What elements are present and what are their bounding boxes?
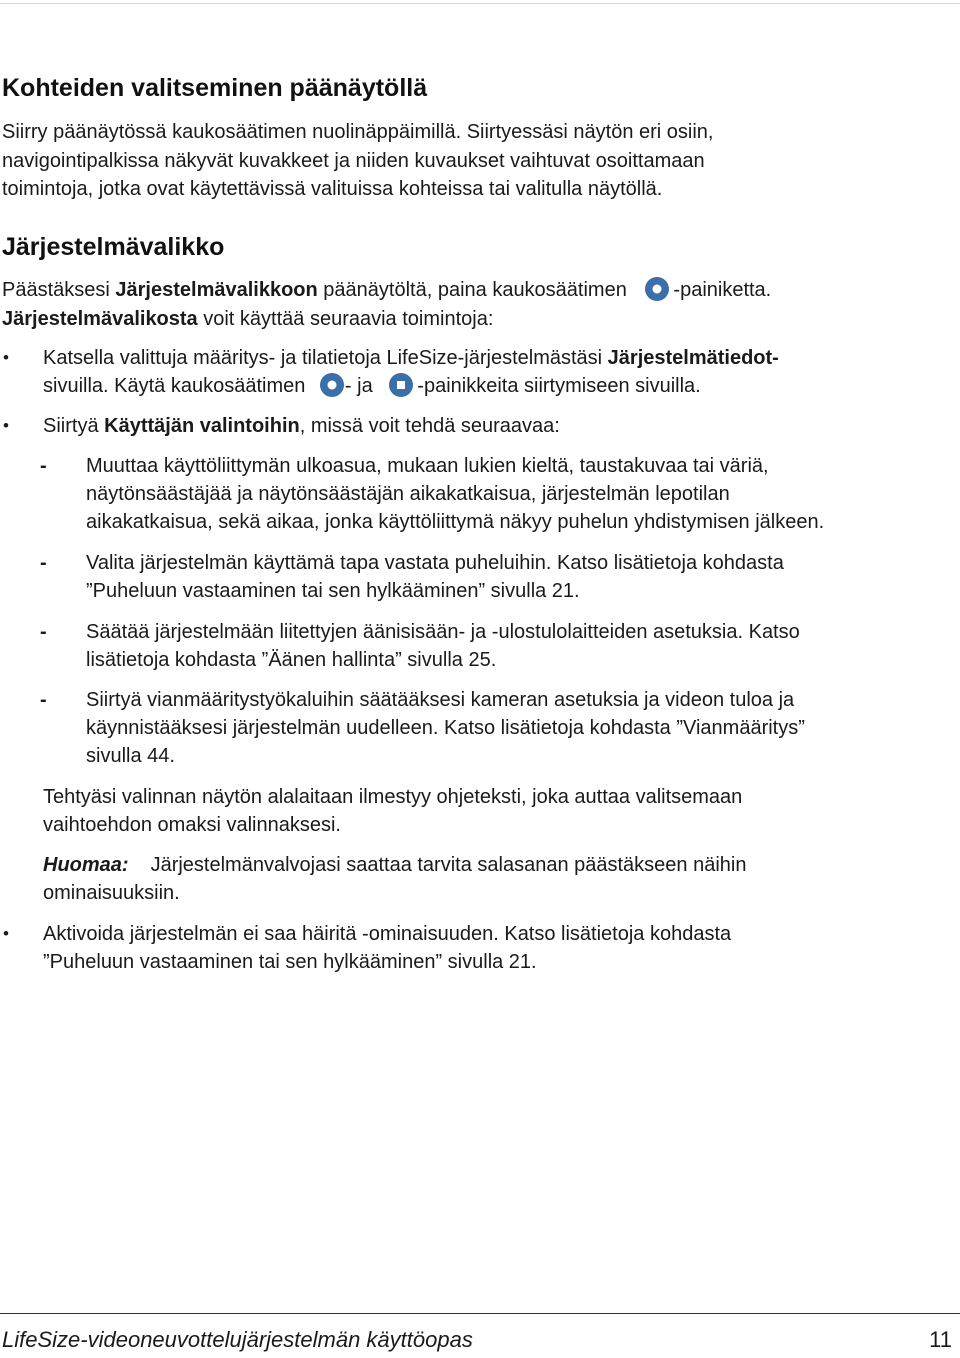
intro-text: voit käyttää seuraavia toimintoja: bbox=[197, 308, 494, 330]
note-line bbox=[43, 851, 747, 879]
bullet1-line-1 bbox=[43, 344, 779, 372]
dash-marker: - bbox=[40, 552, 47, 574]
note-line: ominaisuuksiin. bbox=[43, 882, 180, 904]
intro-text: -painiketta. bbox=[673, 279, 772, 301]
followup-line: Tehtyäsi valinnan näytön alalaitaan ilmestyy ohjeteksti, joka auttaa valitsemaan bbox=[43, 786, 743, 808]
intro-bold-term: Järjestelmävalikkoon bbox=[115, 279, 318, 301]
dash4-line: Siirtyä vianmääritystyökaluihin säätääksesi kameran asetuksia ja videon tuloa ja bbox=[86, 689, 795, 711]
dash-marker: - bbox=[40, 689, 47, 711]
bullet-text: -painikkeita siirtymiseen sivuilla. bbox=[417, 375, 701, 397]
intro-bold-term: Järjestelmävalikosta bbox=[2, 308, 198, 330]
intro-line-2 bbox=[2, 305, 493, 333]
dash3-line: Säätää järjestelmään liitettyjen äänisisään- ja -ulostulolaitteiden asetuksia. Katso bbox=[86, 621, 800, 643]
section-heading-system-menu: Järjestelmävalikko bbox=[2, 233, 225, 261]
dash3-line: lisätietoja kohdasta ”Äänen hallinta” sivulla 25. bbox=[86, 649, 497, 671]
bullet-marker: • bbox=[3, 924, 9, 943]
dash-marker: - bbox=[40, 621, 47, 643]
dash4-line: sivulla 44. bbox=[86, 745, 175, 767]
bullet-text: Siirtyä bbox=[43, 415, 105, 437]
remote-circle-button-icon bbox=[319, 372, 345, 398]
dash1-line: Muuttaa käyttöliittymän ulkoasua, mukaan lukien kieltä, taustakuvaa tai väriä, bbox=[86, 455, 769, 477]
intro-line-1 bbox=[2, 276, 771, 304]
bullet-text: - ja bbox=[344, 375, 373, 397]
section-heading-select-items: Kohteiden valitseminen päänäytöllä bbox=[2, 74, 428, 102]
paragraph-line: navigointipalkissa näkyvät kuvakkeet ja niiden kuvaukset vaihtuvat osoittamaan bbox=[2, 150, 705, 172]
paragraph-line: Siirry päänäytössä kaukosäätimen nuolinäppäimillä. Siirtyessäsi näytön eri osiin, bbox=[2, 121, 714, 143]
dash1-line: aikakatkaisua, sekä aikaa, jonka käyttöliittymä näkyy puhelun yhdistymisen jälkeen. bbox=[86, 511, 825, 533]
followup-line: vaihtoehdon omaksi valinnaksesi. bbox=[43, 814, 341, 836]
intro-text: päänäytöltä, paina kaukosäätimen bbox=[317, 279, 627, 301]
note-label: Huomaa: bbox=[43, 854, 129, 876]
footer-document-title: LifeSize-videoneuvottelujärjestelmän käyttöopas bbox=[2, 1327, 473, 1352]
footer-page-number: 11 bbox=[929, 1327, 952, 1352]
bullet3-line: Aktivoida järjestelmän ei saa häiritä -ominaisuuden. Katso lisätietoja kohdasta bbox=[43, 923, 732, 945]
dash4-line: käynnistääksesi järjestelmän uudelleen. Katso lisätietoja kohdasta ”Vianmääritys” bbox=[86, 717, 805, 739]
dash2-line: Valita järjestelmän käyttämä tapa vastata puheluihin. Katso lisätietoja kohdasta bbox=[86, 552, 784, 574]
top-rule bbox=[0, 3, 960, 4]
bullet-text: sivuilla. Käytä kaukosäätimen bbox=[43, 375, 306, 397]
bullet3-line: ”Puheluun vastaaminen tai sen hylkääminen” sivulla 21. bbox=[43, 951, 537, 973]
bullet2-line bbox=[43, 412, 560, 440]
footer-rule bbox=[0, 1313, 960, 1314]
paragraph-line: toimintoja, jotka ovat käytettävissä valituissa kohteissa tai valitulla näytöllä. bbox=[2, 178, 663, 200]
bullet1-line-2 bbox=[43, 372, 701, 400]
dash1-line: näytönsäästäjää ja näytönsäästäjän aikakatkaisua, järjestelmän lepotilan bbox=[86, 483, 730, 505]
bullet-bold-term: Käyttäjän valintoihin bbox=[104, 415, 300, 437]
bullet-marker: • bbox=[3, 416, 9, 435]
bullet-text: Katsella valittuja määritys- ja tilatietoja LifeSize-järjestelmästäsi bbox=[43, 347, 608, 369]
bullet-text: , missä voit tehdä seuraavaa: bbox=[299, 415, 560, 437]
dash-marker: - bbox=[40, 455, 47, 477]
remote-square-button-icon bbox=[388, 372, 414, 398]
dash2-line: ”Puheluun vastaaminen tai sen hylkääminen” sivulla 21. bbox=[86, 580, 580, 602]
note-text: Järjestelmänvalvojasi saattaa tarvita salasanan päästäkseen näihin bbox=[150, 854, 747, 876]
remote-circle-button-icon bbox=[644, 276, 670, 302]
bullet-bold-term: Järjestelmätiedot- bbox=[607, 347, 779, 369]
bullet-marker: • bbox=[3, 348, 9, 367]
intro-text: Päästäksesi bbox=[2, 279, 116, 301]
